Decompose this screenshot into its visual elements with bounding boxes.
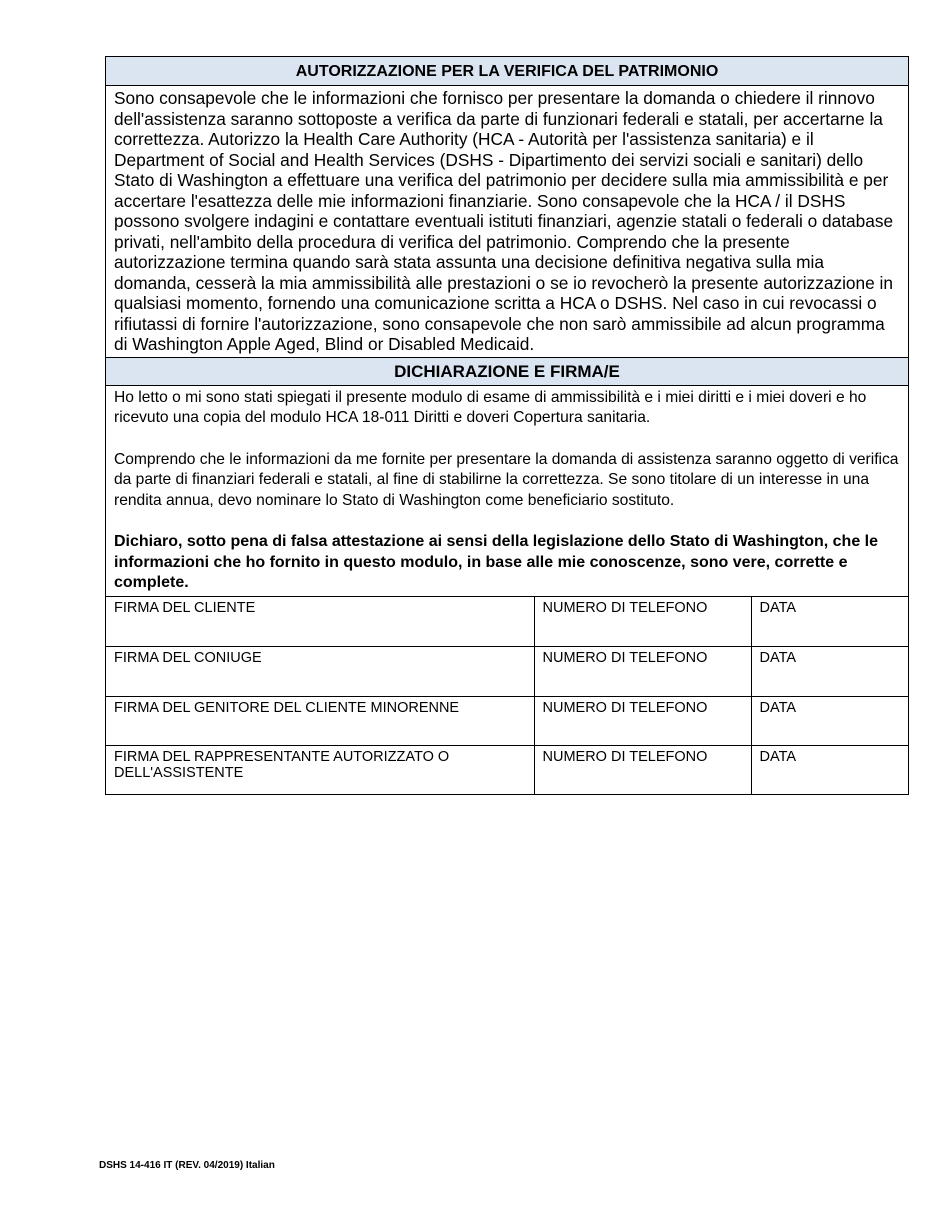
declaration-paragraph-3: Dichiaro, sotto pena di falsa attestazione ai sensi della legislazione dello Stato di Washington, che le informazioni che ho fornito in questo modulo, in base alle mie conoscenze, sono vere, corrette e complete. — [114, 533, 879, 591]
phone-field-representative[interactable]: NUMERO DI TELEFONO — [534, 745, 751, 794]
declaration-body — [106, 386, 908, 596]
signature-field-representative[interactable]: FIRMA DEL RAPPRESENTANTE AUTORIZZATO O DELL'ASSISTENTE — [106, 745, 534, 794]
signature-field-client[interactable]: FIRMA DEL CLIENTE — [106, 596, 534, 646]
form-footer-id: DSHS 14-416 IT (REV. 04/2019) Italian — [99, 1160, 275, 1171]
signature-row-client — [106, 596, 908, 646]
phone-field-parent[interactable]: NUMERO DI TELEFONO — [534, 696, 751, 745]
signature-field-parent[interactable]: FIRMA DEL GENITORE DEL CLIENTE MINORENNE — [106, 696, 534, 745]
date-field-parent[interactable]: DATA — [751, 696, 908, 745]
declaration-paragraph-2: Comprendo che le informazioni da me fornite per presentare la domanda di assistenza saranno oggetto di verifica da parte di finanziari federali e statali, al fine di stabilirne la correttezza. Se sono titolare di un interesse in una rendita annua, devo nominare lo Stato di Washington come beneficiario sostituto. — [114, 450, 899, 509]
date-field-spouse[interactable]: DATA — [751, 646, 908, 696]
signature-field-spouse[interactable]: FIRMA DEL CONIUGE — [106, 646, 534, 696]
asset-verification-text: Sono consapevole che le informazioni che fornisco per presentare la domanda o chiedere il rinnovo dell'assistenza saranno sottoposte a verifica da parte di funzionari federali e statali, per accertarne la correttezza. Autorizzo la Health Care Authority (HCA - Autorità per l'assistenza sanitaria) e il Department of Social and Health Services (DSHS - Dipartimento dei servizi sociali e sanitari) dello Stato di Washington a effettuare una verifica del patrimonio per decidere sulla mia ammissibilità e per accertare l'esattezza delle mie informazioni finanziarie. Sono consapevole che la HCA / il DSHS possono svolgere indagini e contattare eventuali istituti finanziari, agenzie statali o federali o database privati, nell'ambito della procedura di verifica del patrimonio. Comprendo che la presente autorizzazione termina quando sarà stata assunta una decisione definitiva negativa sulla mia domanda, cesserà la mia ammissibilità alle prestazioni o se io revocherò la presente autorizzazione in qualsiasi momento, fornendo una comunicazione scritta a HCA o DSHS. Nel caso in cui revocassi o rifiutassi di fornire l'autorizzazione, sono consapevole che non sarò ammissibile ad alcun programma di Washington Apple Aged, Blind or Disabled Medicaid. — [114, 88, 894, 354]
date-field-representative[interactable]: DATA — [751, 745, 908, 794]
phone-field-spouse[interactable]: NUMERO DI TELEFONO — [534, 646, 751, 696]
authorization-form — [105, 56, 909, 795]
date-field-client[interactable]: DATA — [751, 596, 908, 646]
section-title-declaration: DICHIARAZIONE E FIRMA/E — [106, 357, 908, 386]
phone-field-client[interactable]: NUMERO DI TELEFONO — [534, 596, 751, 646]
signature-table — [106, 596, 908, 795]
signature-row-spouse — [106, 646, 908, 696]
declaration-paragraph-1: Ho letto o mi sono stati spiegati il presente modulo di esame di ammissibilità e i miei diritti e i miei doveri e ho ricevuto una copia del modulo HCA 18-011 Diritti e doveri Copertura sanitaria. — [114, 388, 867, 426]
section-title-asset-verification: AUTORIZZAZIONE PER LA VERIFICA DEL PATRIMONIO — [106, 57, 908, 86]
signature-row-representative — [106, 745, 908, 794]
signature-row-parent — [106, 696, 908, 745]
